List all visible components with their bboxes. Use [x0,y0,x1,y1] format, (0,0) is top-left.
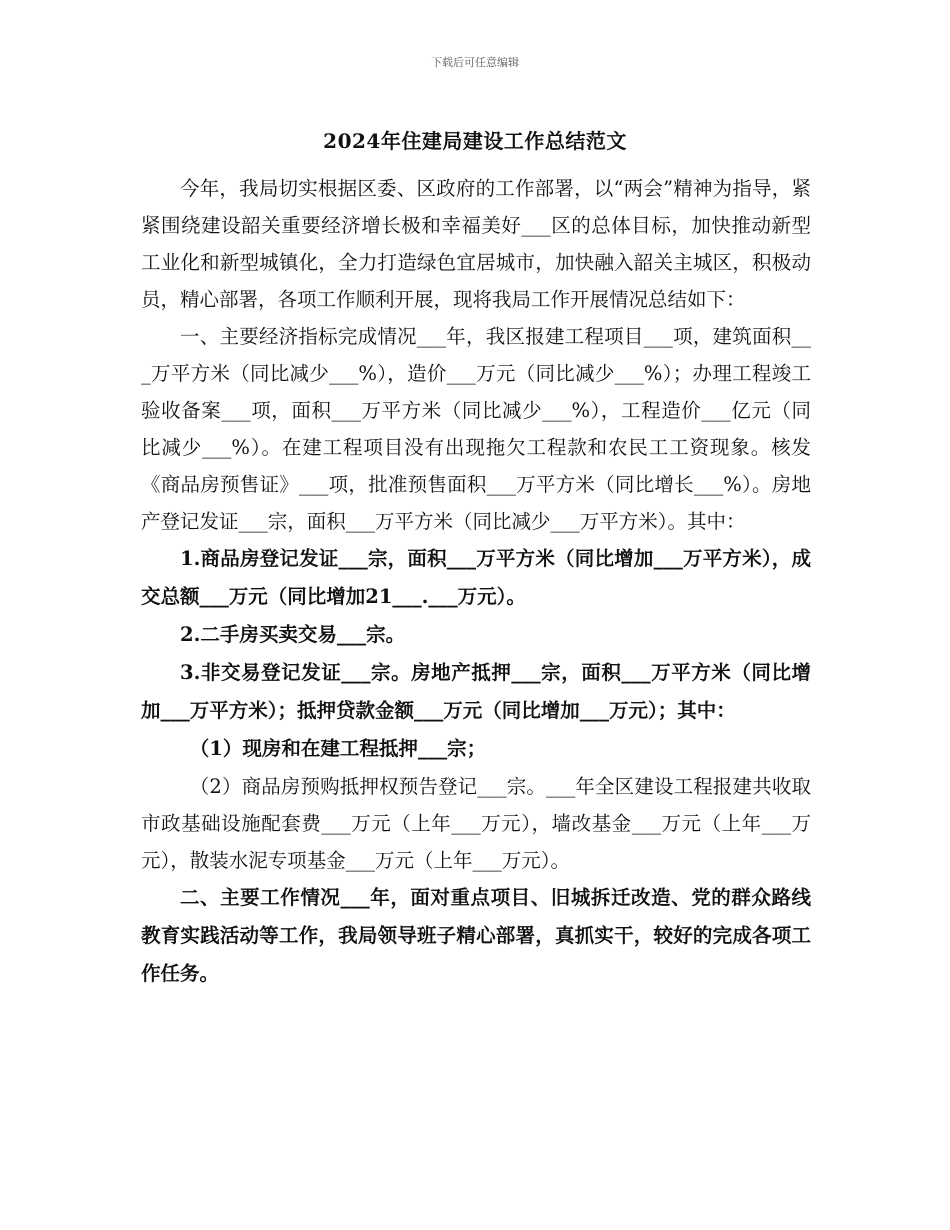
paragraph-item-2: 2.二手房买卖交易___宗。 [180,623,406,646]
paragraph-item-3: 3.非交易登记发证___宗。房地产抵押___宗，面积___万平方米（同比增加___万平方米）；抵押贷款金额___万元（同比增加___万元）；其中： [141,661,811,722]
document-title: 2024年住建局建设工作总结范文 [323,129,627,153]
paragraph-subitem-2: （2）商品房预购抵押权预告登记___宗。___年全区建设工程报建共收取市政基础设施配套费___万元（上年___万元），墙改基金___万元（上年___万元），散装水泥专项基金___万元（上年___万元）。 [141,775,811,872]
paragraph-subitem-1: （1）现房和在建工程抵押___宗； [189,737,487,760]
paragraph-main-work: 二、主要工作情况___年，面对重点项目、旧城拆迁改造、党的群众路线教育实践活动等工作，我局领导班子精心部署，真抓实干，较好的完成各项工作任务。 [141,886,811,985]
paragraph-item-1: 1.商品房登记发证___宗，面积___万平方米（同比增加___万平方米），成交总额___万元（同比增加21___.___万元）。 [141,547,811,608]
paragraph-economic-indicators: 一、主要经济指标完成情况___年，我区报建工程项目___项，建筑面积___万平方米（同比减少___%），造价___万元（同比减少___%）；办理工程竣工验收备案___项，面积___万平方米（同比减少___%），工程造价___亿元（同比减少___%）。在建工程项目没有出现拖欠工程款和农民工工资现象。核发《商品房预售证》___项，批准预售面积___万平方米（同比增长___%）。房地产登记发证___宗，面积___万平方米（同比减少___万平方米）。其中： [141,325,811,533]
document-body [141,170,811,993]
header-note: 下载后可任意编辑 [431,56,519,69]
paragraph-intro: 今年，我局切实根据区委、区政府的工作部署，以“两会”精神为指导，紧紧围绕建设韶关重要经济增长极和幸福美好___区的总体目标，加快推动新型工业化和新型城镇化，全力打造绿色宜居城市，加快融入韶关主城区，积极动员，精心部署，各项工作顺利开展，现将我局工作开展情况总结如下： [141,177,811,311]
